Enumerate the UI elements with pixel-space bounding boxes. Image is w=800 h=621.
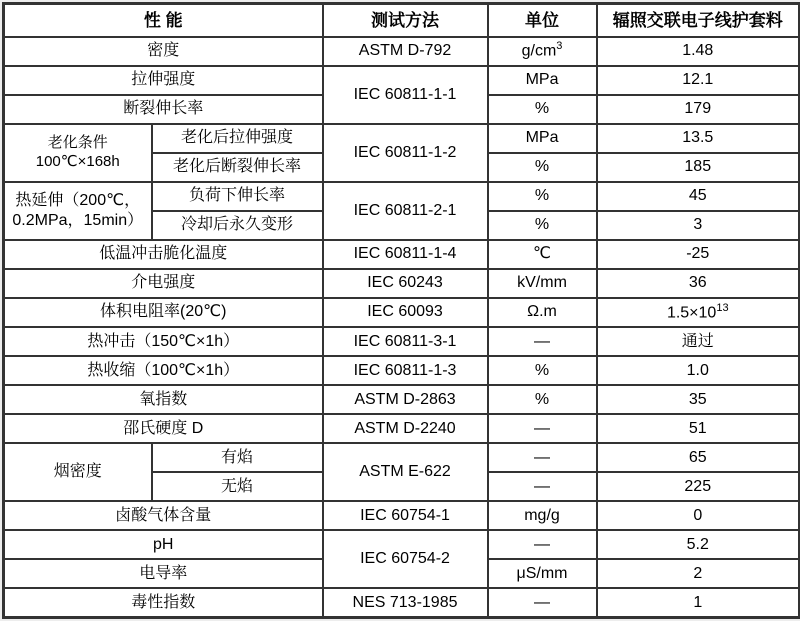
dielectric-method: IEC 60243 [323,269,488,298]
dielectric-unit: kV/mm [488,269,597,298]
resistivity-unit: Ω.m [488,298,597,327]
smoke-nonflaming-value: 225 [597,472,800,501]
table-row [4,356,800,385]
heat-shrink-method: IEC 60811-1-3 [323,356,488,385]
spec-table [2,2,800,619]
permanent-set-name: 冷却后永久变形 [152,211,323,240]
density-value: 1.48 [597,37,800,66]
smoke-density-method: ASTM E-622 [323,443,488,501]
cold-impact-name: 低温冲击脆化温度 [4,240,323,269]
under-load-unit: % [488,182,597,211]
table-row [4,385,800,414]
table-row [4,588,800,617]
table-row [4,269,800,298]
smoke-flaming-unit: — [488,443,597,472]
halogen-acid-value: 0 [597,501,800,530]
oxygen-index-value: 35 [597,385,800,414]
density-name: 密度 [4,37,323,66]
tensile-value: 12.1 [597,66,800,95]
oxygen-index-method: ASTM D-2863 [323,385,488,414]
heat-shrink-value: 1.0 [597,356,800,385]
halogen-acid-method: IEC 60754-1 [323,501,488,530]
smoke-nonflaming-name: 无焰 [152,472,323,501]
smoke-density-name: 烟密度 [4,443,152,501]
toxicity-name: 毒性指数 [4,588,323,617]
toxicity-method: NES 713-1985 [323,588,488,617]
aging-elongation-name: 老化后断裂伸长率 [152,153,323,182]
tensile-unit: MPa [488,66,597,95]
thermal-shock-method: IEC 60811-3-1 [323,327,488,356]
heat-shrink-unit: % [488,356,597,385]
hot-set-name-line2: 0.2MPa，15min） [12,211,144,229]
thermal-shock-name: 热冲击（150℃×1h） [4,327,323,356]
table-row [4,327,800,356]
aging-tensile-value: 13.5 [597,124,800,153]
header-method: 测试方法 [323,4,488,37]
unit-base: g/cm [521,42,557,60]
conductivity-unit: μS/mm [488,559,597,588]
table-row [4,240,800,269]
resistivity-method: IEC 60093 [323,298,488,327]
toxicity-value: 1 [597,588,800,617]
conductivity-name: 电导率 [4,559,323,588]
table-row [4,66,800,95]
aging-condition-line1: 老化条件 [47,133,108,151]
density-method: ASTM D-792 [323,37,488,66]
ph-unit: — [488,530,597,559]
value-base: 1.5×10 [666,304,717,322]
toxicity-unit: — [488,588,597,617]
header-unit: 单位 [488,4,597,37]
conductivity-value: 2 [597,559,800,588]
value-superscript: 13 [716,301,729,314]
tensile-name: 拉伸强度 [4,66,323,95]
under-load-name: 负荷下伸长率 [152,182,323,211]
shore-hardness-unit: — [488,414,597,443]
cold-impact-value: -25 [597,240,800,269]
table-row [4,443,800,472]
elongation-name: 断裂伸长率 [4,95,323,124]
smoke-nonflaming-unit: — [488,472,597,501]
table-row [4,124,800,153]
header-product: 辐照交联电子线护套料 [597,4,800,37]
density-unit [488,37,597,66]
table-row [4,530,800,559]
aging-tensile-name: 老化后拉伸强度 [152,124,323,153]
elongation-value: 179 [597,95,800,124]
aging-elongation-unit: % [488,153,597,182]
ph-value: 5.2 [597,530,800,559]
thermal-shock-value: 通过 [597,327,800,356]
thermal-shock-unit: — [488,327,597,356]
hot-set-name [4,182,152,240]
hot-set-name-line1: 热延伸（200℃， [15,191,141,209]
aging-condition [4,124,152,182]
aging-tensile-unit: MPa [488,124,597,153]
oxygen-index-unit: % [488,385,597,414]
table-row [4,298,800,327]
shore-hardness-method: ASTM D-2240 [323,414,488,443]
smoke-flaming-name: 有焰 [152,443,323,472]
shore-hardness-value: 51 [597,414,800,443]
tensile-method: IEC 60811-1-1 [323,66,488,124]
unit-superscript: 3 [556,40,563,53]
dielectric-value: 36 [597,269,800,298]
table-row [4,414,800,443]
header-property: 性 能 [4,4,323,37]
ph-name: pH [4,530,323,559]
halogen-acid-name: 卤酸气体含量 [4,501,323,530]
halogen-acid-unit: mg/g [488,501,597,530]
aging-condition-line2: 100℃×168h [35,152,120,170]
resistivity-value [597,298,800,327]
permanent-set-value: 3 [597,211,800,240]
aging-elongation-value: 185 [597,153,800,182]
oxygen-index-name: 氧指数 [4,385,323,414]
heat-shrink-name: 热收缩（100℃×1h） [4,356,323,385]
hot-set-method: IEC 60811-2-1 [323,182,488,240]
dielectric-name: 介电强度 [4,269,323,298]
table-row [4,182,800,211]
permanent-set-unit: % [488,211,597,240]
aging-method: IEC 60811-1-2 [323,124,488,182]
under-load-value: 45 [597,182,800,211]
ph-method: IEC 60754-2 [323,530,488,588]
cold-impact-method: IEC 60811-1-4 [323,240,488,269]
smoke-flaming-value: 65 [597,443,800,472]
table-row [4,37,800,66]
resistivity-name: 体积电阻率(20℃) [4,298,323,327]
cold-impact-unit: ℃ [488,240,597,269]
table-row [4,501,800,530]
elongation-unit: % [488,95,597,124]
shore-hardness-name: 邵氏硬度 D [4,414,323,443]
